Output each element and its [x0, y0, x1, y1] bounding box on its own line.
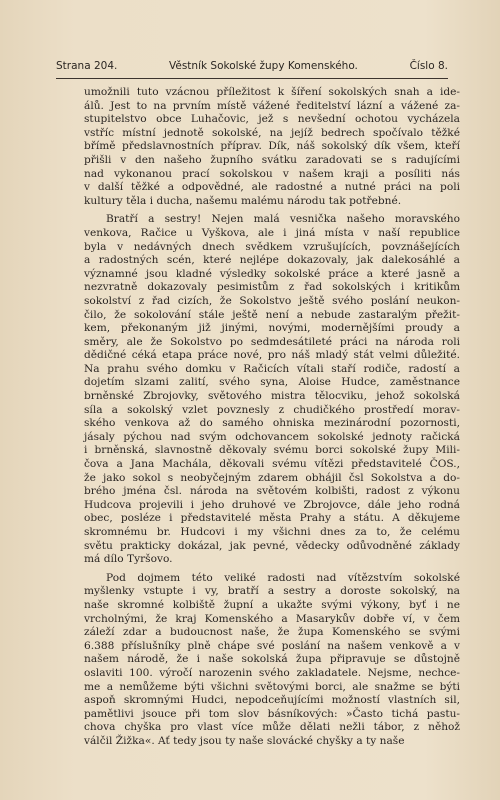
text-line: ského venkova až do samého ohniska mezinárodní pozornosti, [84, 417, 460, 430]
text-line: záleží zdar a budoucnost naše, že župa Komenského se svými [84, 626, 460, 639]
running-header [56, 60, 448, 72]
text-line: kultury těla i ducha, našemu malému národu tak potřebné. [84, 194, 402, 207]
text-line: že jako sokol s neobyčejným zdarem obhájil čsl Sokolstva a do- [84, 471, 460, 484]
text-line: čova a Jana Machála, děkovali svému vítězi představitelé ČOS., [84, 458, 460, 471]
paragraph [84, 86, 460, 208]
text-line: venkova, Račice u Vyškova, ale i jiná místa v naší republice [84, 226, 460, 239]
text-line: naše skromné kolbiště župní a ukažte svými výkony, byť i ne [84, 598, 460, 611]
text-line: Na prahu svého domku v Račicích vítali staří rodiče, radostí a [84, 362, 460, 375]
text-line: myšlenky vstupte i vy, bratří a sestry a doroste sokolský, na [84, 585, 460, 598]
text-line: čilo, že sokolování stále ještě není a nebude zastaralým přežit- [84, 308, 460, 321]
text-line: nezvratně dokazovaly pesimistům z řad sokolských i kritikům [84, 281, 460, 294]
text-line: stupitelstvo obce Luhačovic, jež s nevšední ochotou vycházela [84, 113, 460, 126]
paragraph [84, 213, 460, 566]
header-rule [56, 78, 448, 79]
text-line: sokolství z řad cizích, že Sokolstvo ještě svého poslání neukon- [84, 294, 460, 307]
text-line: jásaly pýchou nad svým odchovancem sokolské jednoty račická [84, 430, 460, 443]
text-line: oslaviti 100. výročí narozenin svého zakladatele. Nejsme, nechce- [84, 666, 460, 679]
text-line: a radostných scén, které nejlépe dokazovaly, jak dalekosáhlé a [84, 254, 460, 267]
text-line: směry, ale že Sokolstvo po sedmdesátileté práci na národa roli [84, 335, 460, 348]
text-line: kem, překonaným již jinými, novými, modernějšími proudy a [84, 322, 460, 335]
text-line: nad vykonanou prací sokolskou v našem kraji a posíliti nás [84, 167, 460, 180]
text-line: obec, posléze i představitelé města Prahy a státu. A děkujeme [84, 512, 460, 525]
text-line: brněnské Zbrojovky, světového mistra tělocviku, jehož sokolská [84, 390, 460, 403]
text-line: síla a sokolský vzlet povznesly z chudičkého prostředí morav- [84, 403, 460, 416]
text-line: skromnému br. Hudcovi i my všichni dnes za to, že celému [84, 526, 460, 538]
text-line: álů. Jest to na prvním místě vážené ředitelství lázní a vážené za- [84, 99, 460, 112]
text-line: v další těžké a odpovědné, ale radostné a nutné práci na poli [84, 181, 460, 194]
text-line: našem národě, že i naše sokolská župa připravuje se důstojně [84, 653, 460, 666]
text-line: umožnili tuto vzácnou příležitost k šíření sokolských snah a ide- [84, 86, 460, 98]
text-line: dědičné céká etapa práce nové, pro náš mladý stát velmi důležité. [84, 349, 460, 362]
text-line: válčil Žižka«. Ať tedy jsou ty naše slovácké chyšky a ty naše [84, 734, 405, 747]
page-number: Strana 204. [56, 60, 118, 72]
paragraph [84, 572, 460, 749]
text-line: vstříc místní jednotě sokolské, na jejíž bedrech spočívalo těžké [84, 126, 460, 139]
text-line: pamětlivi jsouce při tom slov básníkových: »Často tichá pastu- [84, 707, 460, 720]
text-line: břímě předslavnostních příprav. Dík, náš sokolský dík všem, kteří [84, 140, 460, 153]
text-line: me a nemůžeme býti všichni světovými borci, ale snažme se býti [84, 680, 460, 693]
text-line: světu prakticky dokázal, jak pevné, vědecky odůvodněné základy [84, 539, 460, 552]
text-line: Hudcova projevili i jeho druhové ve Zbrojovce, dále jeho rodná [84, 498, 460, 511]
text-line: má dílo Tyršovo. [84, 553, 173, 566]
text-line: Bratří a sestry! Nejen malá vesnička našeho moravského [106, 213, 460, 226]
text-line: 6.388 příslušníky plně chápe své poslání na našem venkově a v [84, 639, 460, 652]
article-body [84, 86, 460, 749]
issue-number: Číslo 8. [409, 60, 448, 72]
text-line: aspoň skromnými Hudci, nepodceňujícími možností vlastních sil, [84, 694, 460, 707]
text-line: i brněnská, slavnostně děkovaly svému borci sokolské župy Mili- [84, 444, 460, 457]
text-line: dojetím slzami zalití, svého syna, Aloise Hudce, zaměstnance [84, 376, 460, 389]
journal-title: Věstník Sokolské župy Komenského. [169, 60, 358, 72]
text-line: brého jména čsl. národa na světovém kolbišti, radost z výkonu [84, 485, 460, 498]
text-line: významné jsou kladné výsledky sokolské práce a které jasně a [84, 267, 460, 280]
text-line: Pod dojmem této veliké radosti nad vítězstvím sokolské [106, 571, 460, 584]
text-line: chova chyška pro vlast více může dělati nežli tábor, z něhož [84, 721, 460, 734]
text-line: vrcholnými, že kraj Komenského a Masarykův dobře ví, v čem [84, 612, 460, 625]
text-line: byla v nedávných dnech svědkem vzrušujících, povznášejících [84, 240, 460, 253]
text-line: přišli v den našeho župního svátku zaradovati se s radujícími [84, 153, 460, 166]
